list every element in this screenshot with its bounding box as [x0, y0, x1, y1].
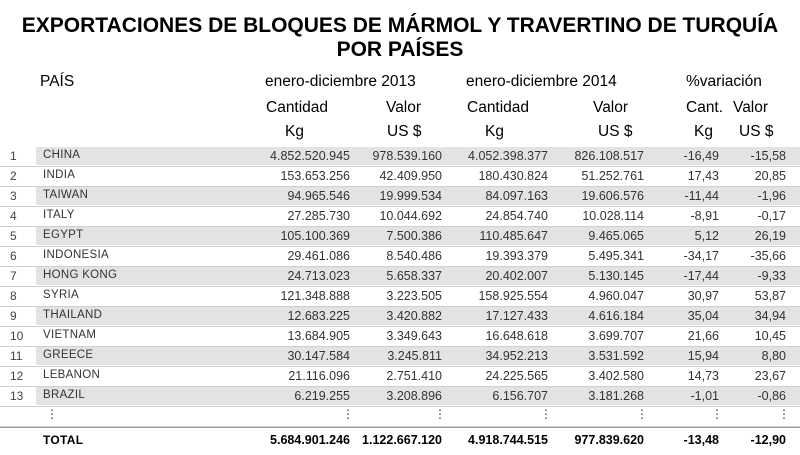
cell-usd2013: 3.245.811 — [387, 349, 442, 363]
title-line-2: POR PAÍSES — [336, 38, 464, 61]
total-kg2014: 4.918.744.515 — [468, 433, 548, 447]
cell-usd2014: 3.531.592 — [588, 349, 644, 363]
total-row — [0, 427, 800, 450]
cell-kg2013: 24.713.023 — [287, 269, 350, 283]
cell-usd2014: 19.606.576 — [581, 189, 644, 203]
header-value-2013: Valor — [386, 99, 422, 116]
country-name: GREECE — [43, 349, 94, 361]
cell-kg2013: 121.348.888 — [280, 289, 350, 303]
table-row — [0, 246, 800, 267]
cell-var-kg: 14,73 — [687, 369, 719, 383]
header-period-2014: enero-diciembre 2014 — [466, 73, 617, 90]
cell-kg2013: 94.965.546 — [287, 189, 350, 203]
cell-kg2014: 24.854.740 — [485, 209, 548, 223]
row-number: 10 — [10, 329, 24, 343]
ellipsis-row — [0, 406, 800, 427]
total-var-kg: -13,48 — [683, 433, 719, 447]
table-row — [0, 186, 800, 207]
total-label: TOTAL — [43, 433, 84, 447]
ellipsis-mark: ⋮ — [434, 407, 446, 421]
cell-kg2014: 17.127.433 — [485, 309, 548, 323]
country-name: TAIWAN — [43, 189, 89, 201]
cell-var-kg: 5,12 — [694, 229, 719, 243]
cell-kg2013: 105.100.369 — [280, 229, 350, 243]
cell-usd2013: 3.223.505 — [386, 289, 442, 303]
cell-var-kg: -8,91 — [690, 209, 719, 223]
row-number: 9 — [10, 309, 17, 323]
row-number: 5 — [10, 229, 17, 243]
header-unit-usd-2013: US $ — [387, 123, 422, 140]
country-name: ITALY — [43, 209, 75, 221]
cell-usd2013: 978.539.160 — [372, 149, 442, 163]
header-unit-kg-2014: Kg — [485, 123, 504, 140]
cell-kg2013: 29.461.086 — [287, 249, 350, 263]
country-name: INDIA — [43, 169, 76, 181]
cell-kg2014: 110.485.647 — [479, 229, 548, 243]
cell-usd2013: 19.999.534 — [379, 189, 442, 203]
cell-usd2014: 3.402.580 — [588, 369, 644, 383]
cell-var-usd: 53,87 — [754, 289, 786, 303]
header-unit-kg-2013: Kg — [285, 123, 304, 140]
cell-kg2014: 84.097.163 — [485, 189, 548, 203]
header-qty-2013: Cantidad — [266, 99, 329, 116]
table-row — [0, 346, 800, 367]
cell-usd2013: 2.751.410 — [386, 369, 442, 383]
header-country: PAÍS — [40, 73, 75, 90]
table-row — [0, 266, 800, 287]
country-name: THAILAND — [43, 309, 103, 321]
cell-var-kg: -16,49 — [683, 149, 719, 163]
cell-kg2014: 19.393.379 — [485, 249, 548, 263]
row-number: 7 — [10, 269, 17, 283]
cell-usd2014: 9.465.065 — [588, 229, 644, 243]
header-unit-kg-var: Kg — [694, 123, 713, 140]
table-row — [0, 386, 800, 407]
cell-var-kg: 30,97 — [687, 289, 719, 303]
cell-kg2013: 30.147.584 — [287, 349, 350, 363]
ellipsis-mark: ⋮ — [636, 407, 648, 421]
row-number: 11 — [10, 349, 23, 363]
cell-usd2014: 51.252.761 — [581, 169, 644, 183]
cell-usd2014: 3.181.268 — [588, 389, 644, 403]
cell-usd2013: 5.658.337 — [386, 269, 442, 283]
total-usd2014: 977.839.620 — [574, 433, 644, 447]
row-number: 1 — [10, 149, 17, 163]
country-name: INDONESIA — [43, 249, 109, 261]
header-value-2014: Valor — [593, 99, 629, 116]
header-variation: %variación — [686, 73, 762, 90]
cell-usd2013: 3.420.882 — [386, 309, 442, 323]
total-usd2013: 1.122.667.120 — [362, 433, 442, 447]
row-number: 2 — [10, 169, 17, 183]
row-number: 12 — [10, 369, 24, 383]
cell-kg2014: 180.430.824 — [478, 169, 548, 183]
cell-var-usd: 26,19 — [754, 229, 786, 243]
cell-var-usd: -9,33 — [757, 269, 786, 283]
cell-usd2014: 5.130.145 — [588, 269, 644, 283]
country-name: HONG KONG — [43, 269, 118, 281]
header-qty-var: Cant. — [686, 99, 724, 116]
header-unit-usd-var: US $ — [739, 123, 774, 140]
country-name: VIETNAM — [43, 329, 97, 341]
row-number: 6 — [10, 249, 17, 263]
ellipsis-mark: ⋮ — [540, 407, 552, 421]
country-name: CHINA — [43, 149, 81, 161]
cell-kg2013: 153.653.256 — [280, 169, 350, 183]
country-name: BRAZIL — [43, 389, 86, 401]
cell-usd2014: 4.616.184 — [588, 309, 644, 323]
ellipsis-mark: ⋮ — [711, 407, 723, 421]
cell-var-usd: 8,80 — [761, 349, 786, 363]
cell-kg2014: 16.648.618 — [485, 329, 548, 343]
table-row — [0, 206, 800, 227]
cell-var-kg: -1,01 — [690, 389, 719, 403]
cell-kg2014: 20.402.007 — [485, 269, 548, 283]
title-line-1: EXPORTACIONES DE BLOQUES DE MÁRMOL Y TRAVERTINO DE TURQUÍA — [21, 14, 779, 37]
cell-var-kg: -17,44 — [683, 269, 719, 283]
cell-kg2013: 27.285.730 — [287, 209, 350, 223]
cell-usd2013: 8.540.486 — [386, 249, 442, 263]
cell-kg2013: 21.116.096 — [288, 369, 350, 383]
cell-usd2013: 3.349.643 — [386, 329, 442, 343]
row-number: 13 — [10, 389, 24, 403]
table-row — [0, 286, 800, 307]
cell-var-kg: -34,17 — [683, 249, 719, 263]
cell-kg2013: 6.219.255 — [294, 389, 350, 403]
country-name: SYRIA — [43, 289, 80, 301]
table-row — [0, 326, 800, 347]
cell-var-usd: 10,45 — [754, 329, 786, 343]
country-name: LEBANON — [43, 369, 101, 381]
cell-usd2013: 42.409.950 — [379, 169, 442, 183]
cell-var-usd: 23,67 — [754, 369, 786, 383]
cell-var-kg: -11,44 — [684, 189, 719, 203]
cell-kg2014: 24.225.565 — [485, 369, 548, 383]
cell-kg2014: 4.052.398.377 — [468, 149, 548, 163]
cell-var-kg: 17,43 — [687, 169, 719, 183]
cell-var-usd: -1,96 — [757, 189, 786, 203]
cell-kg2014: 6.156.707 — [492, 389, 548, 403]
cell-usd2014: 3.699.707 — [588, 329, 644, 343]
ellipsis-mark: ⋮ — [46, 407, 58, 421]
table-row — [0, 226, 800, 247]
cell-var-kg: 21,66 — [687, 329, 719, 343]
table-row — [0, 366, 800, 387]
ellipsis-mark: ⋮ — [342, 407, 354, 421]
total-kg2013: 5.684.901.246 — [270, 433, 350, 447]
cell-var-usd: -35,66 — [750, 249, 786, 263]
cell-kg2014: 34.952.213 — [485, 349, 548, 363]
cell-usd2014: 10.028.114 — [582, 209, 644, 223]
cell-usd2014: 826.108.517 — [574, 149, 644, 163]
header-value-var: Valor — [733, 99, 769, 116]
table-row — [0, 146, 800, 167]
header-unit-usd-2014: US $ — [598, 123, 633, 140]
cell-var-usd: -0,86 — [757, 389, 786, 403]
header-period-2013: enero-diciembre 2013 — [265, 73, 416, 90]
cell-var-kg: 35,04 — [687, 309, 719, 323]
row-number: 8 — [10, 289, 17, 303]
cell-kg2013: 12.683.225 — [287, 309, 350, 323]
cell-usd2013: 7.500.386 — [386, 229, 442, 243]
total-var-usd: -12,90 — [750, 433, 786, 447]
cell-var-usd: 20,85 — [754, 169, 786, 183]
cell-var-kg: 15,94 — [687, 349, 719, 363]
row-number: 3 — [10, 189, 17, 203]
country-name: EGYPT — [43, 229, 84, 241]
cell-usd2013: 10.044.692 — [379, 209, 442, 223]
table-row — [0, 166, 800, 187]
row-number: 4 — [10, 209, 17, 223]
cell-var-usd: 34,94 — [754, 309, 786, 323]
cell-kg2013: 13.684.905 — [287, 329, 350, 343]
cell-var-usd: -15,58 — [750, 149, 786, 163]
cell-kg2013: 4.852.520.945 — [270, 149, 350, 163]
ellipsis-mark: ⋮ — [778, 407, 790, 421]
header-qty-2014: Cantidad — [467, 99, 530, 116]
cell-usd2014: 4.960.047 — [588, 289, 644, 303]
cell-usd2013: 3.208.896 — [386, 389, 442, 403]
table-row — [0, 306, 800, 327]
cell-var-usd: -0,17 — [757, 209, 786, 223]
cell-usd2014: 5.495.341 — [588, 249, 644, 263]
cell-kg2014: 158.925.554 — [478, 289, 548, 303]
